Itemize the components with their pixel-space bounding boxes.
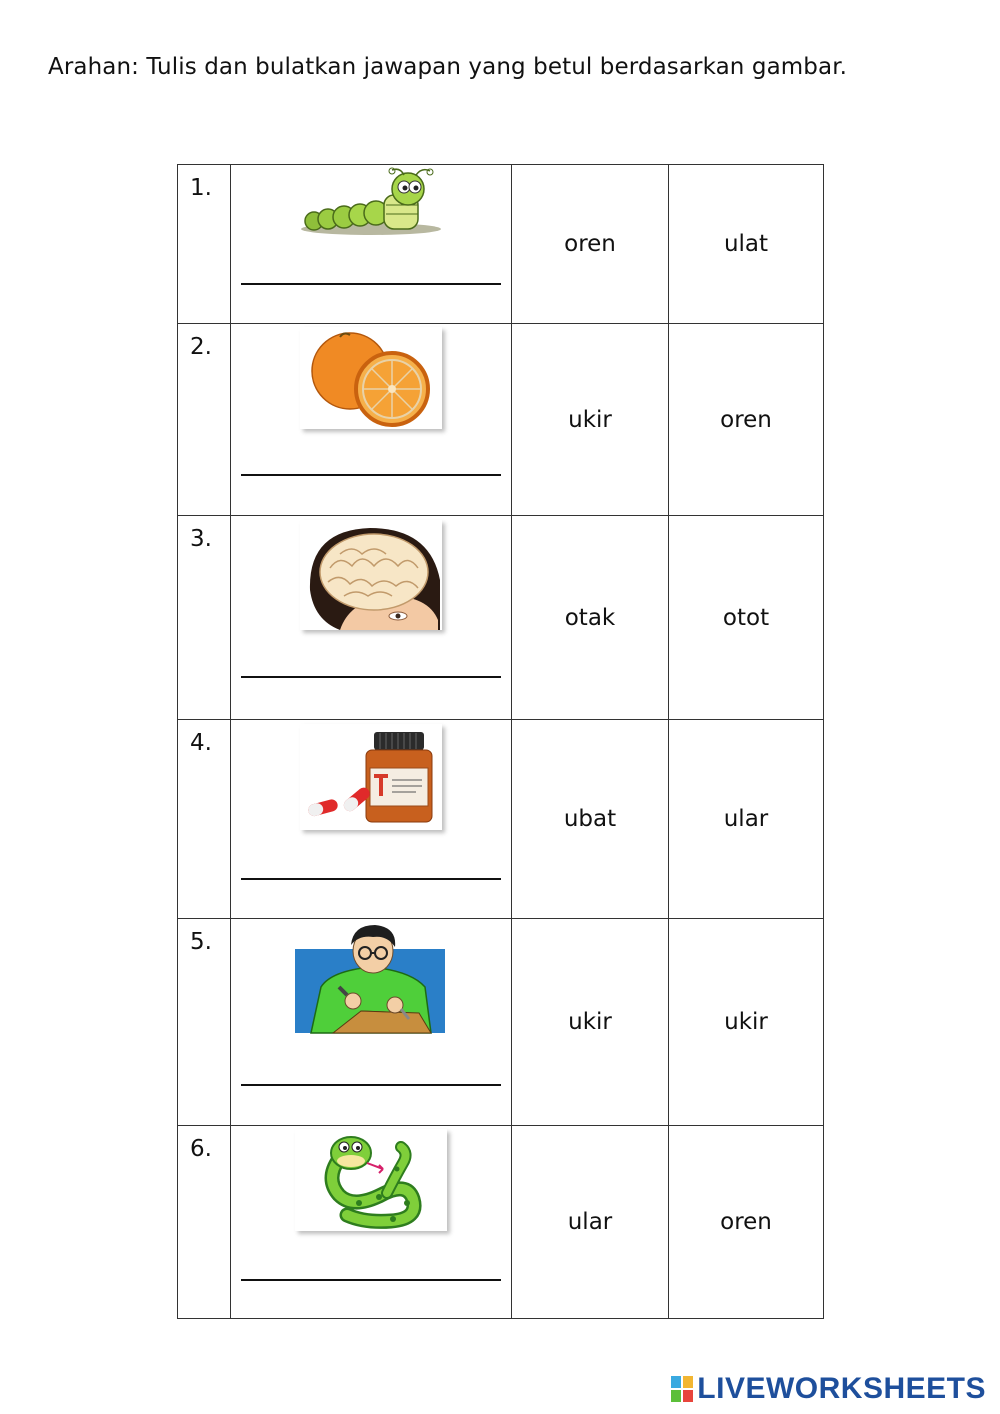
option-a[interactable]: oren [512,165,669,324]
picture-cell [231,324,512,516]
brain-icon [300,520,442,630]
table-row [178,324,824,516]
picture-cell [231,720,512,919]
wood-carving-icon [291,921,451,1047]
table-row [178,1126,824,1319]
option-b[interactable]: ulat [669,165,824,324]
picture-cell [231,516,512,720]
option-a[interactable]: otak [512,516,669,720]
answer-line[interactable] [241,1279,501,1281]
option-b[interactable]: oren [669,324,824,516]
item-number: 3. [178,516,231,720]
item-number: 6. [178,1126,231,1319]
option-a[interactable]: ukir [512,919,669,1126]
table-row [178,720,824,919]
medicine-icon [300,724,442,830]
table-row [178,165,824,324]
item-number: 2. [178,324,231,516]
brand-name: LIVEWORKSHEETS [697,1372,986,1405]
option-b[interactable]: ukir [669,919,824,1126]
answer-line[interactable] [241,878,501,880]
option-a[interactable]: ukir [512,324,669,516]
answer-line[interactable] [241,283,501,285]
option-a[interactable]: ubat [512,720,669,919]
table-row [178,919,824,1126]
answer-line[interactable] [241,676,501,678]
item-number: 4. [178,720,231,919]
item-number: 1. [178,165,231,324]
option-a[interactable]: ular [512,1126,669,1319]
option-b[interactable]: ular [669,720,824,919]
picture-cell [231,165,512,324]
answer-line[interactable] [241,1084,501,1086]
option-b[interactable]: oren [669,1126,824,1319]
snake-icon [295,1129,447,1231]
picture-cell [231,1126,512,1319]
picture-cell [231,919,512,1126]
orange-icon [300,327,442,429]
table-row [178,516,824,720]
item-number: 5. [178,919,231,1126]
answer-line[interactable] [241,474,501,476]
instruction-text: Arahan: Tulis dan bulatkan jawapan yang betul berdasarkan gambar. [48,54,848,80]
caterpillar-icon [296,167,446,239]
option-b[interactable]: otot [669,516,824,720]
worksheet-table [177,164,824,1319]
liveworksheets-logo [671,1372,986,1406]
liveworksheets-logo-icon [671,1376,693,1402]
